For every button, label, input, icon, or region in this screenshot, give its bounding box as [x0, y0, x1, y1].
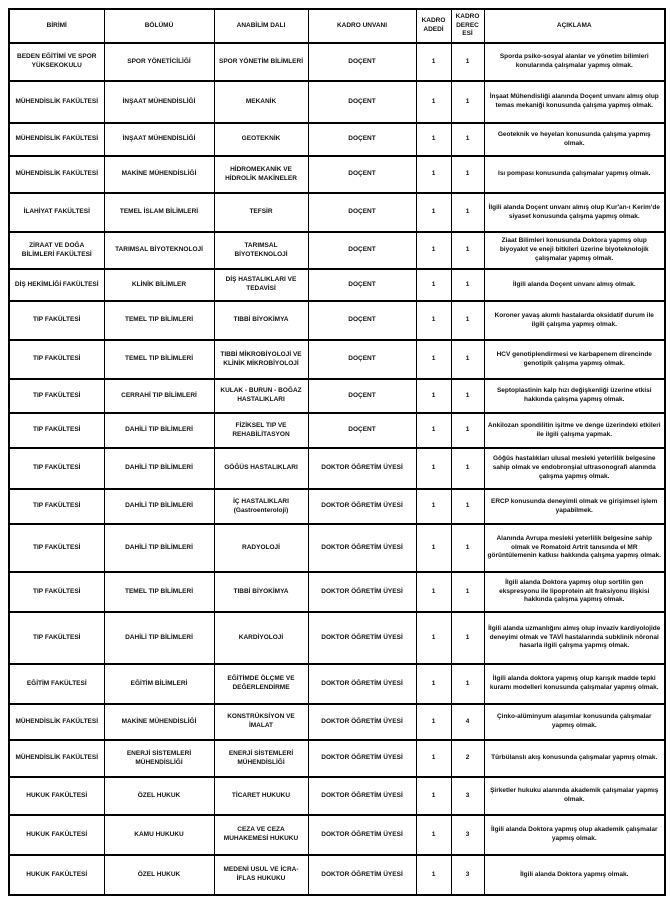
cell-birimi: İLAHİYAT FAKÜLTESİ: [9, 193, 104, 232]
table-row: [9, 232, 665, 269]
cell-bolumu: DAHİLİ TIP BİLİMLERİ: [104, 524, 214, 572]
cell-unvan: DOKTOR ÖĞRETİM ÜYESİ: [308, 448, 416, 489]
cell-anabilim: HİDROMEKANİK VE HİDROLİK MAKİNELER: [214, 156, 308, 193]
cell-anabilim: GÖĞÜS HASTALIKLARI: [214, 448, 308, 489]
cell-unvan: DOKTOR ÖĞRETİM ÜYESİ: [308, 664, 416, 704]
table-row: [9, 413, 665, 448]
cell-aciklama: İlgili alanda Doktora yapmış olup akademik çalışmalar yapmış olmak.: [484, 815, 665, 855]
cell-adet: 1: [416, 524, 451, 572]
cell-anabilim: TIBBİ BİYOKİMYA: [214, 572, 308, 612]
cell-derece: 3: [451, 777, 484, 815]
cell-derece: 2: [451, 740, 484, 777]
cell-derece: 1: [451, 448, 484, 489]
cell-unvan: DOÇENT: [308, 301, 416, 340]
cell-unvan: DOÇENT: [308, 81, 416, 123]
cell-anabilim: MEKANİK: [214, 81, 308, 123]
cell-adet: 1: [416, 156, 451, 193]
column-header-aciklama: AÇIKLAMA: [484, 9, 665, 43]
cell-birimi: TIP FAKÜLTESİ: [9, 413, 104, 448]
cell-unvan: DOKTOR ÖĞRETİM ÜYESİ: [308, 855, 416, 895]
cell-unvan: DOKTOR ÖĞRETİM ÜYESİ: [308, 777, 416, 815]
cell-unvan: DOÇENT: [308, 413, 416, 448]
cell-bolumu: MAKİNE MÜHENDİSLİĞİ: [104, 156, 214, 193]
cell-unvan: DOÇENT: [308, 193, 416, 232]
table-row: [9, 301, 665, 340]
cell-aciklama: Şirketler hukuku alanında akademik çalışmalar yapmış olmak.: [484, 777, 665, 815]
cell-unvan: DOKTOR ÖĞRETİM ÜYESİ: [308, 524, 416, 572]
cell-bolumu: TEMEL İSLAM BİLİMLERİ: [104, 193, 214, 232]
cell-bolumu: CERRAHİ TIP BİLİMLERİ: [104, 379, 214, 413]
cell-adet: 1: [416, 855, 451, 895]
cell-aciklama: Türbülanslı akış konusunda çalışmalar yapmış olmak.: [484, 740, 665, 777]
cell-aciklama: İlgili alanda uzmanlığını almış olup invaziv kardiyolojide deneyimi olmak ve TAVİ hastalarında subklinik nöronal hasarla ilgili çalışma yapmış olmak.: [484, 612, 665, 664]
cell-birimi: MÜHENDİSLİK FAKÜLTESİ: [9, 81, 104, 123]
cell-bolumu: ÖZEL HUKUK: [104, 855, 214, 895]
cell-anabilim: KULAK - BURUN - BOĞAZ HASTALIKLARI: [214, 379, 308, 413]
cell-unvan: DOÇENT: [308, 379, 416, 413]
cell-derece: 4: [451, 704, 484, 740]
cell-birimi: TIP FAKÜLTESİ: [9, 448, 104, 489]
column-header-anabilim: ANABİLİM DALI: [214, 9, 308, 43]
cell-aciklama: Ankilozan spondilitin işitme ve denge üzerindeki etkileri ile ilgili çalışma yapmak.: [484, 413, 665, 448]
cell-adet: 1: [416, 81, 451, 123]
table-row: [9, 524, 665, 572]
cell-anabilim: MEDENİ USUL VE İCRA-İFLAS HUKUKU: [214, 855, 308, 895]
table-row: [9, 855, 665, 895]
cell-anabilim: GEOTEKNİK: [214, 123, 308, 156]
cell-anabilim: TIBBİ BİYOKİMYA: [214, 301, 308, 340]
cell-derece: 3: [451, 855, 484, 895]
cell-aciklama: Alanında Avrupa mesleki yeterlilik belgesine sahip olmak ve Romatoid Artrit tanısında el MR görüntülemenin katkısı hakkında çalışma yapmış olmak.: [484, 524, 665, 572]
cell-unvan: DOKTOR ÖĞRETİM ÜYESİ: [308, 704, 416, 740]
cell-bolumu: TARIMSAL BİYOTEKNOLOJİ: [104, 232, 214, 269]
cell-derece: 1: [451, 81, 484, 123]
cell-birimi: HUKUK FAKÜLTESİ: [9, 815, 104, 855]
cell-bolumu: ENERJİ SİSTEMLERİ MÜHENDİSLİĞİ: [104, 740, 214, 777]
cell-derece: 1: [451, 301, 484, 340]
cell-derece: 1: [451, 612, 484, 664]
cell-unvan: DOKTOR ÖĞRETİM ÜYESİ: [308, 740, 416, 777]
cell-adet: 1: [416, 612, 451, 664]
cell-birimi: ZİRAAT VE DOĞA BİLİMLERİ FAKÜLTESİ: [9, 232, 104, 269]
cell-bolumu: KAMU HUKUKU: [104, 815, 214, 855]
cell-unvan: DOKTOR ÖĞRETİM ÜYESİ: [308, 612, 416, 664]
cell-anabilim: CEZA VE CEZA MUHAKEMESİ HUKUKU: [214, 815, 308, 855]
cell-derece: 1: [451, 489, 484, 524]
cell-bolumu: DAHİLİ TIP BİLİMLERİ: [104, 413, 214, 448]
cell-anabilim: İÇ HASTALIKLARI (Gastroenteroloji): [214, 489, 308, 524]
cell-adet: 1: [416, 448, 451, 489]
cell-anabilim: FİZİKSEL TIP VE REHABİLİTASYON: [214, 413, 308, 448]
cell-adet: 1: [416, 815, 451, 855]
cell-derece: 1: [451, 413, 484, 448]
cell-bolumu: KLİNİK BİLİMLER: [104, 269, 214, 301]
cell-derece: 1: [451, 193, 484, 232]
cell-derece: 1: [451, 269, 484, 301]
cell-birimi: TIP FAKÜLTESİ: [9, 340, 104, 379]
table-row: [9, 340, 665, 379]
cell-bolumu: MAKİNE MÜHENDİSLİĞİ: [104, 704, 214, 740]
cell-adet: 1: [416, 43, 451, 81]
table-row: [9, 664, 665, 704]
cell-derece: 1: [451, 43, 484, 81]
table-row: [9, 193, 665, 232]
cell-adet: 1: [416, 123, 451, 156]
cell-bolumu: DAHİLİ TIP BİLİMLERİ: [104, 612, 214, 664]
table-row: [9, 123, 665, 156]
cell-bolumu: SPOR YÖNETİCİLİĞİ: [104, 43, 214, 81]
table-row: [9, 612, 665, 664]
cell-bolumu: TEMEL TIP BİLİMLERİ: [104, 301, 214, 340]
cell-derece: 1: [451, 379, 484, 413]
cell-unvan: DOKTOR ÖĞRETİM ÜYESİ: [308, 489, 416, 524]
table-row: [9, 156, 665, 193]
cell-anabilim: KONSTRÜKSİYON VE İMALAT: [214, 704, 308, 740]
cell-bolumu: DAHİLİ TIP BİLİMLERİ: [104, 489, 214, 524]
cell-adet: 1: [416, 301, 451, 340]
cell-aciklama: Göğüs hastalıkları ulusal mesleki yeterlilik belgesine sahip olmak ve endobronşial ultrasonografi alanında çalışma yapmış olmak.: [484, 448, 665, 489]
cell-bolumu: TEMEL TIP BİLİMLERİ: [104, 572, 214, 612]
cell-adet: 1: [416, 489, 451, 524]
kadro-ilan-table: [8, 8, 666, 896]
table-row: [9, 740, 665, 777]
cell-derece: 1: [451, 156, 484, 193]
cell-bolumu: İNŞAAT MÜHENDİSLİĞİ: [104, 81, 214, 123]
cell-adet: 1: [416, 193, 451, 232]
cell-anabilim: ENERJİ SİSTEMLERİ MÜHENDİSLİĞİ: [214, 740, 308, 777]
column-header-derece: KADRO DERECESİ: [451, 9, 484, 43]
table-row: [9, 81, 665, 123]
cell-birimi: DİŞ HEKİMLİĞİ FAKÜLTESİ: [9, 269, 104, 301]
table-row: [9, 572, 665, 612]
cell-derece: 1: [451, 232, 484, 269]
cell-adet: 1: [416, 572, 451, 612]
cell-birimi: HUKUK FAKÜLTESİ: [9, 855, 104, 895]
cell-unvan: DOKTOR ÖĞRETİM ÜYESİ: [308, 572, 416, 612]
cell-aciklama: ERCP konusunda deneyimli olmak ve girişimsel işlem yapabilmek.: [484, 489, 665, 524]
table-row: [9, 379, 665, 413]
header-row: [9, 9, 665, 43]
cell-anabilim: TIBBİ MİKROBİYOLOJİ VE KLİNİK MİKROBİYOLOJİ: [214, 340, 308, 379]
cell-aciklama: İlgili alanda Doçent unvanı almış olup Kur'an-ı Kerim'de siyaset konusunda çalışma yapmış olmak.: [484, 193, 665, 232]
cell-aciklama: İnşaat Mühendisliği alanında Doçent unvanı almış olup temas mekaniği konusunda çalışma yapmış olmak.: [484, 81, 665, 123]
cell-aciklama: İlgili alanda Doktora yapmış olmak.: [484, 855, 665, 895]
cell-aciklama: Septoplastinin kalp hızı değişkenliği üzerine etkisi hakkında çalışma yapmış olmak.: [484, 379, 665, 413]
cell-anabilim: DİŞ HASTALIKLARI VE TEDAVİSİ: [214, 269, 308, 301]
cell-adet: 1: [416, 740, 451, 777]
cell-birimi: TIP FAKÜLTESİ: [9, 489, 104, 524]
cell-adet: 1: [416, 664, 451, 704]
table-row: [9, 269, 665, 301]
column-header-unvan: KADRO UNVANI: [308, 9, 416, 43]
cell-bolumu: ÖZEL HUKUK: [104, 777, 214, 815]
cell-bolumu: EĞİTİM BİLİMLERİ: [104, 664, 214, 704]
cell-anabilim: SPOR YÖNETİM BİLİMLERİ: [214, 43, 308, 81]
cell-birimi: MÜHENDİSLİK FAKÜLTESİ: [9, 704, 104, 740]
cell-unvan: DOKTOR ÖĞRETİM ÜYESİ: [308, 815, 416, 855]
cell-derece: 1: [451, 664, 484, 704]
cell-adet: 1: [416, 704, 451, 740]
cell-birimi: TIP FAKÜLTESİ: [9, 301, 104, 340]
table-row: [9, 815, 665, 855]
cell-aciklama: İlgili alanda Doçent unvanı almış olmak.: [484, 269, 665, 301]
cell-aciklama: Geoteknik ve heyelan konusunda çalışma yapmış olmak.: [484, 123, 665, 156]
cell-aciklama: Çinko-alüminyum alaşımlar konusunda çalışmalar yapmış olmak.: [484, 704, 665, 740]
cell-anabilim: TARIMSAL BİYOTEKNOLOJİ: [214, 232, 308, 269]
column-header-bolumu: BÖLÜMÜ: [104, 9, 214, 43]
column-header-birimi: BİRİMİ: [9, 9, 104, 43]
cell-derece: 1: [451, 524, 484, 572]
cell-birimi: BEDEN EĞİTİMİ VE SPOR YÜKSEKOKULU: [9, 43, 104, 81]
cell-adet: 1: [416, 379, 451, 413]
document-page: [8, 8, 664, 896]
cell-birimi: TIP FAKÜLTESİ: [9, 379, 104, 413]
cell-unvan: DOÇENT: [308, 156, 416, 193]
column-header-adet: KADRO ADEDİ: [416, 9, 451, 43]
cell-birimi: HUKUK FAKÜLTESİ: [9, 777, 104, 815]
cell-aciklama: HCV genotiplendirmesi ve karbapenem direncinde genotipik çalışma yapmış olmak.: [484, 340, 665, 379]
cell-unvan: DOÇENT: [308, 123, 416, 156]
cell-anabilim: EĞİTİMDE ÖLÇME VE DEĞERLENDİRME: [214, 664, 308, 704]
cell-aciklama: Isı pompası konusunda çalışmalar yapmış olmak.: [484, 156, 665, 193]
cell-bolumu: İNŞAAT MÜHENDİSLİĞİ: [104, 123, 214, 156]
cell-aciklama: İlgili alanda doktora yapmış olup karışık madde tepki kuramı modelleri konusunda çalışmalar yapmış olmak.: [484, 664, 665, 704]
cell-derece: 1: [451, 572, 484, 612]
cell-adet: 1: [416, 340, 451, 379]
cell-birimi: MÜHENDİSLİK FAKÜLTESİ: [9, 740, 104, 777]
cell-unvan: DOÇENT: [308, 232, 416, 269]
table-row: [9, 777, 665, 815]
cell-bolumu: TEMEL TIP BİLİMLERİ: [104, 340, 214, 379]
cell-aciklama: Ziaat Bilimleri konusunda Doktora yapmış olup biyoyakıt ve eneji bitkileri üzerine biyoteknolojik çalışmalar yapmış olmak.: [484, 232, 665, 269]
cell-aciklama: Sporda psiko-sosyal alanlar ve yönetim bilimleri konularında çalışmalar yapmış olmak.: [484, 43, 665, 81]
cell-birimi: TIP FAKÜLTESİ: [9, 612, 104, 664]
cell-derece: 1: [451, 340, 484, 379]
cell-anabilim: RADYOLOJİ: [214, 524, 308, 572]
cell-aciklama: İlgili alanda Doktora yapmış olup sortilin gen ekspresyonu ile lipoprotein alt fraksiyonu ilişkisi hakkında çalışma yapmış olmak.: [484, 572, 665, 612]
table-row: [9, 448, 665, 489]
cell-anabilim: KARDİYOLOJİ: [214, 612, 308, 664]
cell-birimi: EĞİTİM FAKÜLTESİ: [9, 664, 104, 704]
cell-birimi: TIP FAKÜLTESİ: [9, 572, 104, 612]
cell-adet: 1: [416, 777, 451, 815]
table-row: [9, 43, 665, 81]
cell-unvan: DOÇENT: [308, 43, 416, 81]
cell-adet: 1: [416, 413, 451, 448]
cell-derece: 1: [451, 123, 484, 156]
cell-adet: 1: [416, 232, 451, 269]
table-row: [9, 489, 665, 524]
cell-birimi: MÜHENDİSLİK FAKÜLTESİ: [9, 156, 104, 193]
cell-birimi: TIP FAKÜLTESİ: [9, 524, 104, 572]
cell-bolumu: DAHİLİ TIP BİLİMLERİ: [104, 448, 214, 489]
cell-anabilim: TEFSİR: [214, 193, 308, 232]
table-row: [9, 704, 665, 740]
cell-anabilim: TİCARET HUKUKU: [214, 777, 308, 815]
cell-birimi: MÜHENDİSLİK FAKÜLTESİ: [9, 123, 104, 156]
cell-unvan: DOÇENT: [308, 340, 416, 379]
cell-adet: 1: [416, 269, 451, 301]
cell-unvan: DOÇENT: [308, 269, 416, 301]
cell-derece: 3: [451, 815, 484, 855]
cell-aciklama: Koroner yavaş akımlı hastalarda oksidatif durum ile ilgili çalışma yapmış olmak.: [484, 301, 665, 340]
